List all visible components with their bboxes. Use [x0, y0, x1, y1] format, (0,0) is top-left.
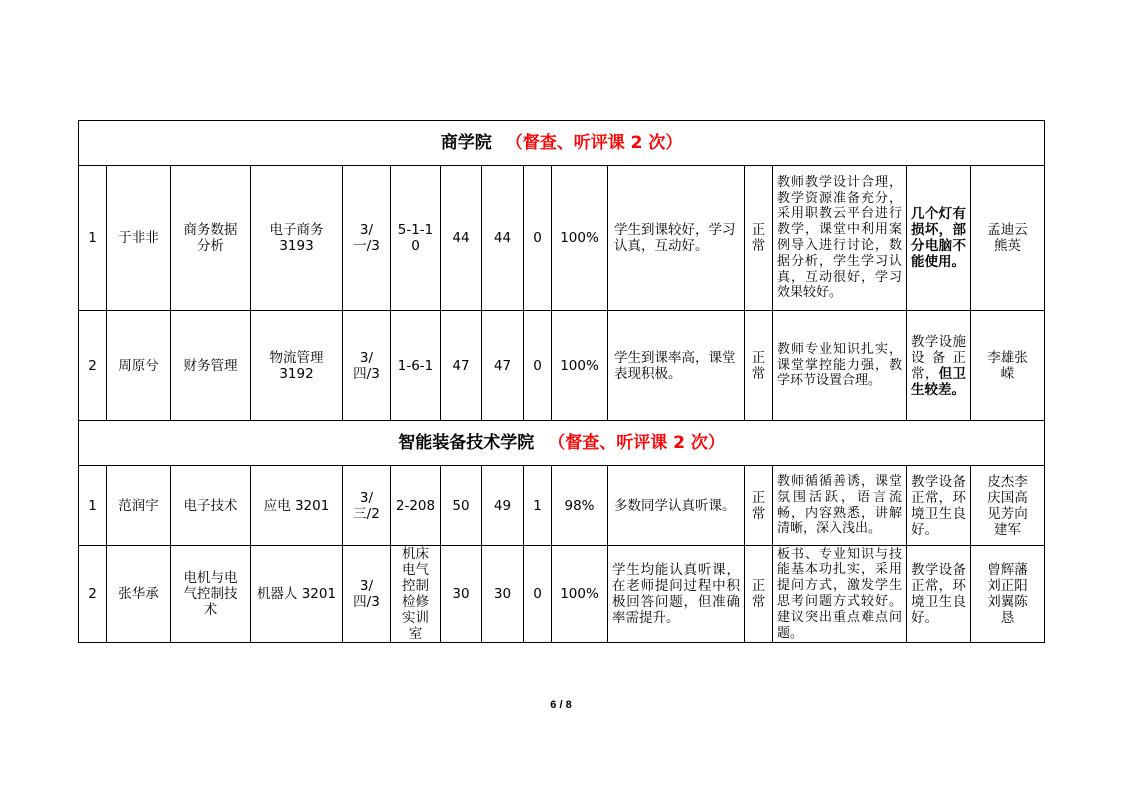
inspectors: 曾辉藩刘正阳刘翼陈恳	[971, 546, 1045, 643]
attendance-rate: 100%	[552, 166, 608, 311]
actual-count: 47	[482, 311, 524, 421]
inspectors: 皮杰李庆国高见芳向建军	[971, 466, 1045, 546]
teaching-evaluation: 教师循循善诱，课堂氛围活跃，语言流畅，内容熟悉，讲解清晰，深入浅出。	[773, 466, 907, 546]
section-header-row	[79, 421, 1045, 466]
class-order: 正常	[745, 166, 773, 311]
classroom: 1-6-1	[391, 311, 441, 421]
attendance-rate: 100%	[552, 546, 608, 643]
expected-count: 50	[441, 466, 482, 546]
class-order: 正常	[745, 546, 773, 643]
learning-status: 学生到课率高，课堂表现积极。	[608, 311, 745, 421]
absent-count: 0	[524, 311, 552, 421]
class-order: 正常	[745, 311, 773, 421]
actual-count: 49	[482, 466, 524, 546]
class-period: 3/四/3	[343, 546, 391, 643]
class-order: 正常	[745, 466, 773, 546]
table-row	[79, 546, 1045, 643]
actual-count: 44	[482, 166, 524, 311]
learning-status: 多数同学认真听课。	[608, 466, 745, 546]
table-row	[79, 166, 1045, 311]
row-number: 1	[79, 466, 107, 546]
expected-count: 47	[441, 311, 482, 421]
absent-count: 0	[524, 546, 552, 643]
absent-count: 0	[524, 166, 552, 311]
course-name: 电子技术	[171, 466, 251, 546]
teacher-name: 张华承	[107, 546, 171, 643]
inspectors: 孟迪云熊英	[971, 166, 1045, 311]
section-note: （督查、听评课 2 次）	[505, 133, 683, 153]
section-note: （督查、听评课 2 次）	[548, 433, 725, 453]
class-name: 电子商务3193	[251, 166, 343, 311]
page-number: 6 / 8	[550, 699, 572, 711]
teacher-name: 范润宇	[107, 466, 171, 546]
expected-count: 30	[441, 546, 482, 643]
class-period: 3/四/3	[343, 311, 391, 421]
class-name: 机器人 3201	[251, 546, 343, 643]
inspectors: 李雄张嵘	[971, 311, 1045, 421]
facility-status: 教学设备正常，环境卫生良好。	[907, 546, 971, 643]
inspection-table	[78, 120, 1045, 643]
row-number: 2	[79, 311, 107, 421]
row-number: 1	[79, 166, 107, 311]
table-row	[79, 466, 1045, 546]
row-number: 2	[79, 546, 107, 643]
course-name: 电机与电气控制技术	[171, 546, 251, 643]
class-name: 应电 3201	[251, 466, 343, 546]
facility-status	[907, 311, 971, 421]
course-name: 商务数据分析	[171, 166, 251, 311]
class-period: 3/一/3	[343, 166, 391, 311]
section-title: 商学院	[440, 133, 492, 153]
classroom: 2-208	[391, 466, 441, 546]
course-name: 财务管理	[171, 311, 251, 421]
section-header	[79, 121, 1045, 166]
facility-status: 教学设备正常，环境卫生良好。	[907, 466, 971, 546]
facility-normal-text: 教学设施设备正常，	[911, 333, 966, 382]
learning-status: 学生到课较好，学习认真，互动好。	[608, 166, 745, 311]
teacher-name: 周原兮	[107, 311, 171, 421]
facility-issue-text: 但卫生较差。	[911, 365, 967, 398]
class-period: 3/三/2	[343, 466, 391, 546]
teaching-evaluation: 教师专业知识扎实，课堂掌控能力强，教学环节设置合理。	[773, 311, 907, 421]
teaching-evaluation: 教师教学设计合理，教学资源准备充分，采用职教云平台进行教学，课堂中利用案例导入进行讨论，数据分析，学生学习认真，互动很好，学习效果较好。	[773, 166, 907, 311]
section-title: 智能装备技术学院	[398, 433, 535, 453]
teacher-name: 于非非	[107, 166, 171, 311]
classroom: 5-1-10	[391, 166, 441, 311]
table-row	[79, 311, 1045, 421]
expected-count: 44	[441, 166, 482, 311]
attendance-rate: 98%	[552, 466, 608, 546]
facility-status: 几个灯有损坏，部分电脑不能使用。	[907, 166, 971, 311]
attendance-rate: 100%	[552, 311, 608, 421]
learning-status: 学生均能认真听课，在老师提问过程中积极回答问题，但准确率需提升。	[608, 546, 745, 643]
section-header-row	[79, 121, 1045, 166]
inspection-table-container	[78, 120, 1044, 643]
class-name: 物流管理3192	[251, 311, 343, 421]
classroom: 机床电气控制检修实训室	[391, 546, 441, 643]
actual-count: 30	[482, 546, 524, 643]
absent-count: 1	[524, 466, 552, 546]
teaching-evaluation: 板书、专业知识与技能基本功扎实，采用提问方式，激发学生思考问题方式较好。建议突出重点难点问题。	[773, 546, 907, 643]
section-header	[79, 421, 1045, 466]
